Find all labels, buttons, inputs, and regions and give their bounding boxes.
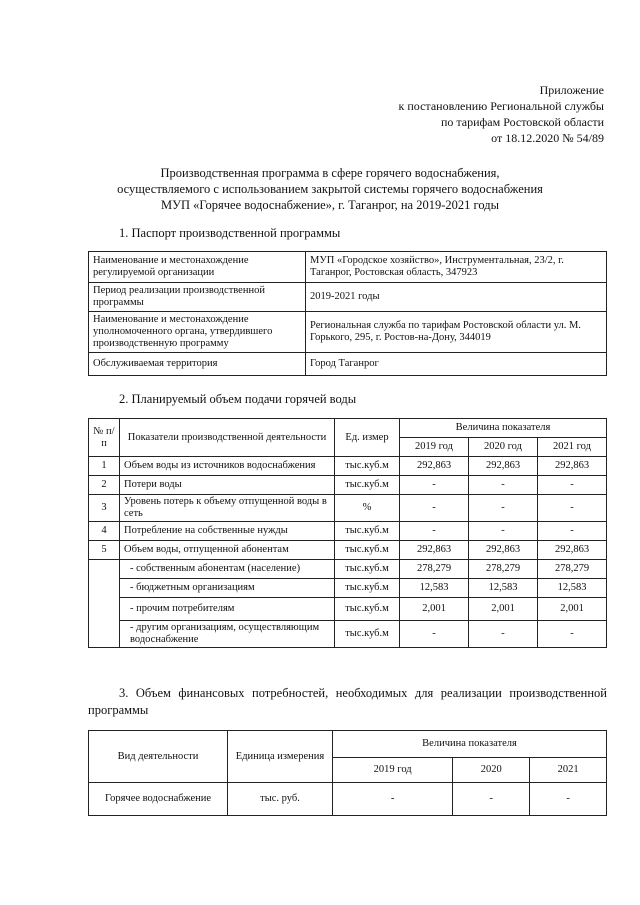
row-unit: тыс.куб.м [335, 598, 400, 621]
row-unit: тыс.куб.м [335, 579, 400, 598]
row-value: - [538, 522, 607, 541]
row-value: 292,863 [469, 457, 538, 476]
row-value: 292,863 [400, 541, 469, 560]
row-unit: % [335, 495, 400, 522]
appendix-line: по тарифам Ростовской области [440, 115, 604, 129]
appendix-block [399, 82, 604, 146]
table-row [89, 476, 607, 495]
table-cell: Обслуживаемая территория [89, 353, 306, 376]
finance-table [88, 730, 607, 816]
row-value: - [538, 495, 607, 522]
row-value: 12,583 [538, 579, 607, 598]
row-value: 278,279 [538, 560, 607, 579]
table-row [89, 353, 607, 376]
row-value: - [400, 495, 469, 522]
row-value: 292,863 [538, 457, 607, 476]
row-unit: тыс.куб.м [335, 560, 400, 579]
row-num: 2 [89, 476, 120, 495]
row-num: 5 [89, 541, 120, 560]
header-unit: Единица измерения [228, 731, 333, 783]
appendix-line: Приложение [539, 83, 604, 97]
row-name: Потребление на собственные нужды [120, 522, 335, 541]
row-value: - [400, 476, 469, 495]
row-value: 278,279 [469, 560, 538, 579]
row-name: - другим организациям, осуществляющим водоснабжение [120, 621, 335, 648]
row-name: - прочим потребителям [120, 598, 335, 621]
row-value: 12,583 [400, 579, 469, 598]
water-supply-table [88, 418, 607, 648]
header-value: Величина показателя [333, 731, 607, 758]
table-cell: Город Таганрог [306, 353, 607, 376]
row-value: - [333, 783, 453, 816]
row-value: - [538, 621, 607, 648]
row-name: Уровень потерь к объему отпущенной воды в сеть [120, 495, 335, 522]
table-cell: 2019-2021 годы [306, 283, 607, 312]
passport-table [88, 251, 607, 376]
table-row [89, 252, 607, 283]
header-num: № п/п [89, 419, 120, 457]
table-header-row [89, 731, 607, 758]
row-num [89, 560, 120, 648]
row-unit: тыс.куб.м [335, 457, 400, 476]
header-year: 2020 [453, 758, 530, 783]
row-value: 292,863 [538, 541, 607, 560]
row-unit: тыс.куб.м [335, 621, 400, 648]
header-activity: Вид деятельности [89, 731, 228, 783]
row-num: 3 [89, 495, 120, 522]
table-cell: МУП «Городское хозяйство», Инструментальная, 23/2, г. Таганрог, Ростовская область, 347923 [306, 252, 607, 283]
appendix-line: от 18.12.2020 № 54/89 [491, 131, 604, 145]
header-indicator: Показатели производственной деятельности [120, 419, 335, 457]
row-name: - бюджетным организациям [120, 579, 335, 598]
row-value: - [469, 476, 538, 495]
header-year: 2021 [530, 758, 607, 783]
appendix-line: к постановлению Региональной службы [398, 99, 604, 113]
header-unit: Ед. измер [335, 419, 400, 457]
row-value: - [469, 522, 538, 541]
row-value: 2,001 [538, 598, 607, 621]
header-year: 2019 год [333, 758, 453, 783]
title-line: осуществляемого с использованием закрытой системы горячего водоснабжения [117, 182, 543, 196]
row-unit: тыс.куб.м [335, 476, 400, 495]
row-value: - [400, 522, 469, 541]
table-row [89, 783, 607, 816]
row-activity: Горячее водоснабжение [89, 783, 228, 816]
table-cell: Период реализации производственной программы [89, 283, 306, 312]
table-row [89, 457, 607, 476]
row-value: 2,001 [400, 598, 469, 621]
row-value: - [538, 476, 607, 495]
table-row [89, 621, 607, 648]
row-value: - [469, 495, 538, 522]
table-row [89, 522, 607, 541]
row-name: - собственным абонентам (население) [120, 560, 335, 579]
row-name: Объем воды, отпущенной абонентам [120, 541, 335, 560]
row-unit: тыс. руб. [228, 783, 333, 816]
section2-heading: 2. Планируемый объем подачи горячей воды [119, 392, 357, 406]
table-header-row [89, 419, 607, 438]
table-cell: Региональная служба по тарифам Ростовской области ул. М. Горького, 295, г. Ростов-на-Дону, 344019 [306, 312, 607, 353]
header-year: 2020 год [469, 438, 538, 457]
row-value: 292,863 [469, 541, 538, 560]
table-row [89, 283, 607, 312]
table-cell: Наименование и местонахождение уполномоченного органа, утвердившего производственную программу [89, 312, 306, 353]
table-row [89, 579, 607, 598]
row-value: - [400, 621, 469, 648]
document-title [60, 165, 600, 213]
header-year: 2021 год [538, 438, 607, 457]
row-value: - [469, 621, 538, 648]
header-year: 2019 год [400, 438, 469, 457]
row-num: 1 [89, 457, 120, 476]
row-value: 292,863 [400, 457, 469, 476]
row-unit: тыс.куб.м [335, 541, 400, 560]
row-value: - [530, 783, 607, 816]
title-line: МУП «Горячее водоснабжение», г. Таганрог, на 2019-2021 годы [161, 198, 499, 212]
row-value: 278,279 [400, 560, 469, 579]
row-value: 2,001 [469, 598, 538, 621]
table-row [89, 541, 607, 560]
table-row [89, 495, 607, 522]
table-cell: Наименование и местонахождение регулируемой организации [89, 252, 306, 283]
title-line: Производственная программа в сфере горячего водоснабжения, [160, 166, 500, 180]
table-row [89, 560, 607, 579]
row-value: 12,583 [469, 579, 538, 598]
table-row [89, 598, 607, 621]
row-name: Потери воды [120, 476, 335, 495]
header-value: Величина показателя [400, 419, 607, 438]
row-name: Объем воды из источников водоснабжения [120, 457, 335, 476]
section3-heading: 3. Объем финансовых потребностей, необходимых для реализации производственной программы [88, 686, 607, 717]
row-num: 4 [89, 522, 120, 541]
row-value: - [453, 783, 530, 816]
table-row [89, 312, 607, 353]
row-unit: тыс.куб.м [335, 522, 400, 541]
section1-heading: 1. Паспорт производственной программы [119, 226, 341, 240]
